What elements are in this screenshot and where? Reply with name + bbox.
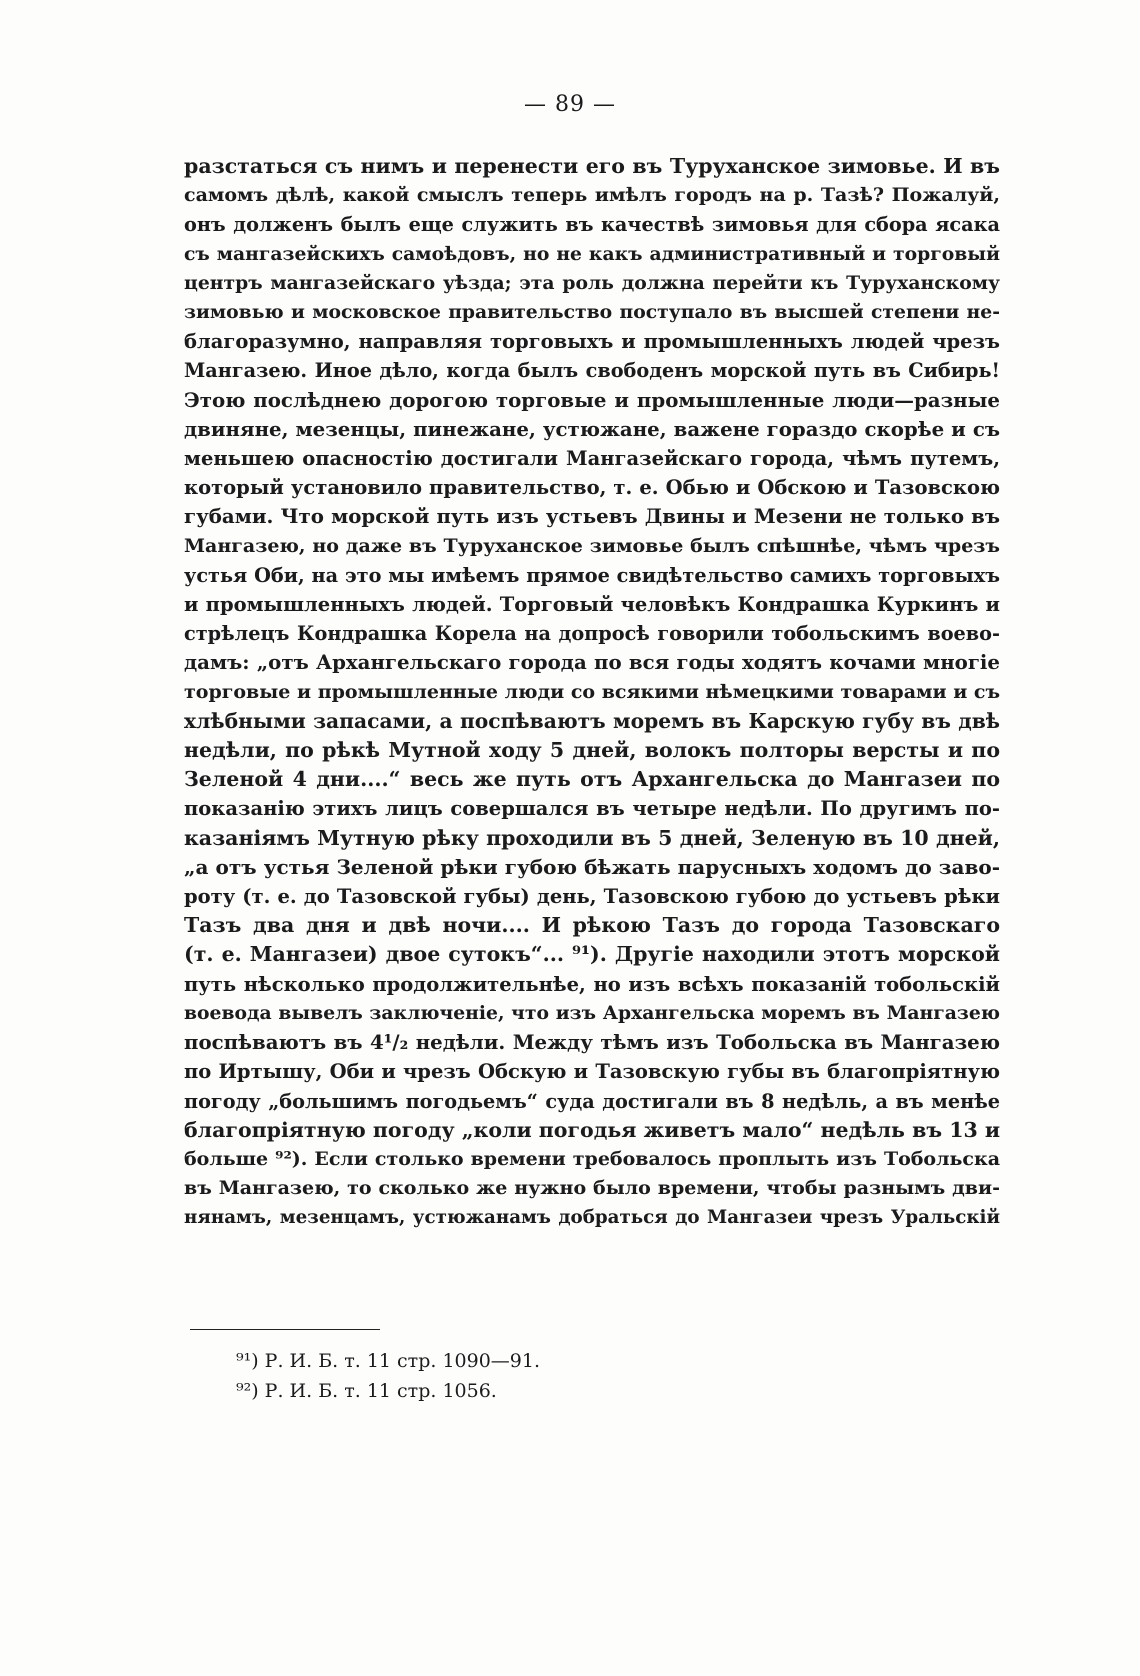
text-line: путь нѣсколько продолжительнѣе, но изъ всѣхъ показаній тобольскій [184,972,1000,996]
text-line: и промышленныхъ людей. Торговый человѣкъ Кондрашка Куркинъ и [184,593,1000,617]
text-line: торговые и промышленные люди со всякими нѣмецкими товарами и съ [184,680,1000,703]
text-line: разстаться съ нимъ и перенести его въ Туруханское зимовье. И въ [184,154,1000,178]
text-line: „а отъ устья Зеленой рѣки губою бѣжать парусныхъ ходомъ до заво- [184,854,1000,879]
text-line: хлѣбными запасами, а поспѣваютъ моремъ въ Карскую губу въ двѣ [184,708,1000,733]
text-line: самомъ дѣлѣ, какой смыслъ теперь имѣлъ городъ на р. Тазѣ? Пожалуй, [184,184,1000,207]
text-line: губами. Что морской путь изъ устьевъ Двины и Мезени не только въ [184,504,1000,529]
text-line: благоразумно, направляя торговыхъ и промышленныхъ людей чрезъ [184,330,1000,354]
text-line: онъ долженъ былъ еще служить въ качествѣ зимовья для сбора ясака [184,213,1000,237]
text-line: (т. е. Мангазеи) двое сутокъ“... ⁹¹). Другіе находили этотъ морской [184,942,1000,967]
text-line: въ Мангазею, то сколько же нужно было времени, чтобы разнымъ дви- [184,1177,1000,1200]
page-number: — 89 — [524,92,616,117]
text-line: благопріятную погоду „коли погодья живетъ мало“ недѣль въ 13 и [184,1117,1000,1142]
text-line: поспѣваютъ въ 4¹/₂ недѣли. Между тѣмъ изъ Тобольска въ Мангазею [184,1030,1000,1055]
text-line: который установило правительство, т. е. Обью и Обскою и Тазовскою [184,476,1000,500]
text-line: воевода вывелъ заключеніе, что изъ Архангельска моремъ въ Мангазею [184,1001,1000,1024]
footnotes [236,1346,540,1406]
text-line: Этою послѣднею дорогою торговые и промышленные люди—разные [184,387,1000,412]
main-text [184,152,1000,1233]
text-line: Зеленой 4 дни....“ весь же путь отъ Архангельска до Мангазеи по [184,767,1000,792]
text-line: двиняне, мезенцы, пинежане, устюжане, важене гораздо скорѣе и съ [184,416,1000,441]
text-line: Мангазею. Иное дѣло, когда былъ свободенъ морской путь въ Сибирь! [184,359,1000,383]
text-line: Тазъ два дня и двѣ ночи.... И рѣкою Тазъ до города Тазовскаго [184,913,1000,938]
text-line: устья Оби, на это мы имѣемъ прямое свидѣтельство самихъ торговыхъ [184,563,1000,587]
text-line: недѣли, по рѣкѣ Мутной ходу 5 дней, волокъ полторы версты и по [184,738,1000,763]
footnote-divider [190,1329,380,1330]
text-line: по Иртышу, Оби и чрезъ Обскую и Тазовскую губы въ благопріятную [184,1060,1000,1084]
footnote-91: ⁹¹) Р. И. Б. т. 11 стр. 1090—91. [236,1350,541,1372]
text-line: зимовью и московское правительство поступало въ высшей степени не- [184,301,1000,324]
text-line: дамъ: „отъ Архангельскаго города по вся годы ходятъ кочами многіе [184,650,1000,675]
text-line: больше ⁹²). Если столько времени требовалось проплыть изъ Тобольска [184,1147,1000,1170]
text-line: съ мангазейскихъ самоѣдовъ, но не какъ административный и торговый [184,242,1000,265]
text-line: роту (т. е. до Тазовской губы) день, Тазовскою губою до устьевъ рѣки [184,885,1000,909]
footnote-92: ⁹²) Р. И. Б. т. 11 стр. 1056. [236,1380,497,1402]
text-line: нянамъ, мезенцамъ, устюжанамъ добраться до Мангазеи чрезъ Уральскій [184,1207,1000,1229]
text-line: показанію этихъ лицъ совершался въ четыре недѣли. По другимъ по- [184,797,1000,821]
text-line: меньшею опасностію достигали Мангазейскаго города, чѣмъ путемъ, [184,447,1000,471]
text-line: центръ мангазейскаго уѣзда; эта роль должна перейти къ Туруханскому [184,271,1000,294]
text-line: казаніямъ Мутную рѣку проходили въ 5 дней, Зеленую въ 10 дней, [184,825,1000,850]
text-line: погоду „большимъ погодьемъ“ суда достигали въ 8 недѣль, а въ менѣе [184,1089,1000,1113]
text-line: стрѣлецъ Кондрашка Корела на допросѣ говорили тобольскимъ воево- [184,622,1000,646]
text-line: Мангазею, но даже въ Туруханское зимовье былъ спѣшнѣе, чѣмъ чрезъ [184,534,1000,557]
